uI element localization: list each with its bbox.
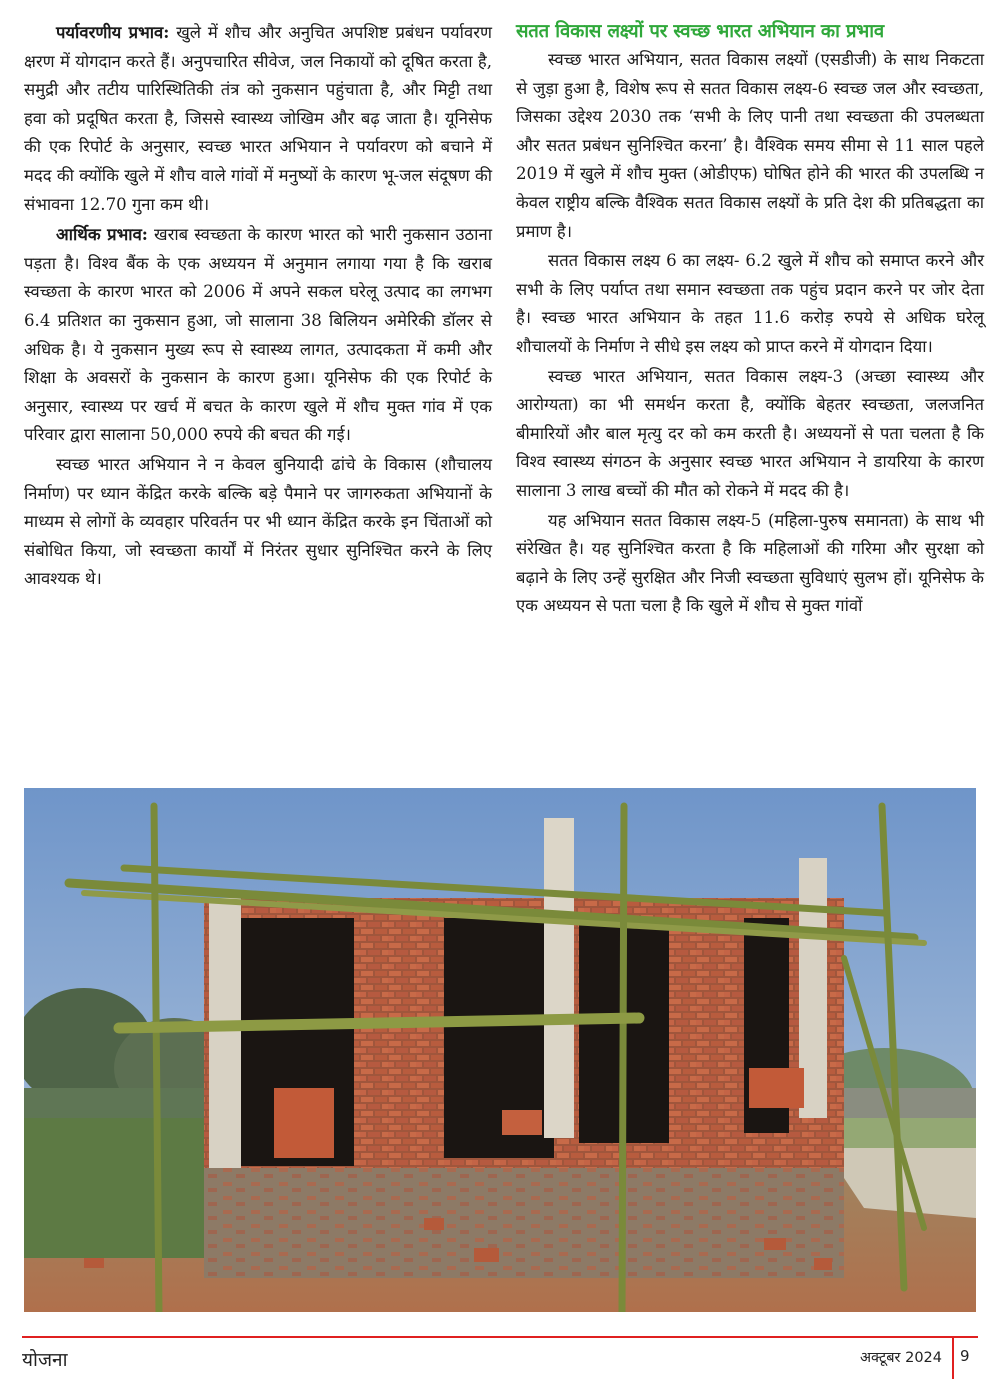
vegetation xyxy=(24,1118,204,1258)
paragraph-text: खुले में शौच और अनुचित अपशिष्ट प्रबंधन पर्यावरण क्षरण में योगदान करते हैं। अनुपचारित सीवेज, जल निकायों को दूषित करता है, समुद्री और तटीय पारिस्थितिकी तंत्र को नुकसान पहुंचाता है, और मिट्टी तथा हवा को प्रदूषित करता है, जिससे स्वास्थ्य जोखिम और बढ़ जाता है। यूनिसेफ की एक रिपोर्ट के अनुसार, स्वच्छ भारत अभियान ने पर्यावरण को बचाने में मदद की क्योंकि खुले में शौच वाले गांवों में मनुष्यों के कारण भू-जल संदूषण की संभावना 12.70 गुना कम थी। xyxy=(24,23,493,214)
magazine-name: योजना xyxy=(22,1349,68,1371)
paragraph-sdg-5: यह अभियान सतत विकास लक्ष्य-5 (महिला-पुरुष समानता) के साथ भी संरेखित है। यह सुनिश्चित करता है कि महिलाओं की गरिमा और सुरक्षा को बढ़ाने के लिए उन्हें सुरक्षित और निजी स्वच्छता सुविधाएं सुलभ हों। यूनिसेफ के एक अध्ययन से पता चला है कि खुले में शौच से मुक्त गांवों xyxy=(516,510,984,616)
paragraph-sdg-overview: स्वच्छ भारत अभियान, सतत विकास लक्ष्यों (एसडीजी) के साथ निकटता से जुड़ा हुआ है, विशेष रूप से सतत विकास लक्ष्य-6 स्वच्छ जल और स्वच्छता, जिसका उद्देश्य 2030 तक ‘सभी के लिए पानी तथा स्वच्छता की उपलब्धता और सतत प्रबंधन सुनिश्चित करना’ है। वैश्विक समय सीमा से 11 साल पहले 2019 में खुले में शौच मुक्त (ओडीएफ) घोषित होने की भारत की उपलब्धि न केवल राष्ट्रीय बल्कि वैश्विक सतत विकास लक्ष्यों के प्रति देश की प्रतिबद्धता का प्रमाण है। xyxy=(516,50,984,241)
paragraph-economic-impact xyxy=(24,220,492,450)
left-column xyxy=(24,18,492,595)
paragraph-behaviour-change xyxy=(24,451,492,594)
paragraph-text: स्वच्छ भारत अभियान ने न केवल बुनियादी ढांचे के विकास (शौचालय निर्माण) पर ध्यान केंद्रित करके बल्कि बड़े पैमाने पर जागरुकता अभियानों के माध्यम से लोगों के व्यवहार परिवर्तन पर भी ध्यान केंद्रित करके इन चिंताओं को संबोधित किया, जो स्वच्छता कार्यों में निरंतर सुधार सुनिश्चित करने के लिए आवश्यक थे। xyxy=(24,454,492,589)
paragraph-sdg-6: सतत विकास लक्ष्य 6 का लक्ष्य- 6.2 खुले में शौच को समाप्त करने और सभी के लिए पर्याप्त तथा समान स्वच्छता तक पहुंच प्रदान करने पर जोर देता है। स्वच्छ भारत अभियान के तहत 11.6 करोड़ रुपये से अधिक घरेलू शौचालयों के निर्माण ने सीधे इस लक्ष्य को प्राप्त करने में योगदान दिया। xyxy=(516,251,984,356)
paragraph-lead: आर्थिक प्रभाव: xyxy=(56,224,148,245)
paragraph-environmental-impact xyxy=(24,18,492,219)
section-heading: सतत विकास लक्ष्यों पर स्वच्छ भारत अभियान का प्रभाव xyxy=(516,21,884,42)
right-column xyxy=(516,18,984,622)
footer-rule xyxy=(22,1336,978,1338)
paragraph-sdg-3: स्वच्छ भारत अभियान, सतत विकास लक्ष्य-3 (अच्छा स्वास्थ्य और आरोग्यता) का भी समर्थन करता है, क्योंकि बेहतर स्वच्छता, जलजनित बीमारियों और बाल मृत्यु दर को कम करती है। अध्ययनों से पता चलता है कि विश्व स्वास्थ्य संगठन के अनुसार स्वच्छ भारत अभियान ने डायरिया के कारण सालाना 3 लाख बच्चों की मौत को रोकने में मदद की है। xyxy=(516,366,984,500)
footer-page-divider xyxy=(952,1338,954,1379)
paragraph-text: खराब स्वच्छता के कारण भारत को भारी नुकसान उठाना पड़ता है। विश्व बैंक के एक अध्ययन में अनुमान लगाया गया है कि खराब स्वच्छता के कारण भारत को 2006 में अपने सकल घरेलू उत्पाद का लगभग 6.4 प्रतिशत का नुकसान हुआ, जो सालाना 38 बिलियन अमेरिकी डॉलर से अधिक है। ये नुकसान मुख्य रूप से स्वास्थ्य लागत, उत्पादकता में कमी और शिक्षा के अवसरों के नुकसान के कारण हुआ। यूनिसेफ की एक रिपोर्ट के अनुसार, स्वास्थ्य पर खर्च में बचत के कारण खुले में शौच मुक्त गांव में एक परिवार द्वारा सालाना 50,000 रुपये की बचत की गई। xyxy=(24,225,492,445)
paragraph-lead: पर्यावरणीय प्रभाव: xyxy=(56,22,170,42)
page-number: 9 xyxy=(960,1347,970,1365)
issue-date: अक्टूबर 2024 xyxy=(859,1350,942,1366)
toilet-construction-photo xyxy=(24,788,976,1312)
photo-illustration xyxy=(24,788,976,1312)
